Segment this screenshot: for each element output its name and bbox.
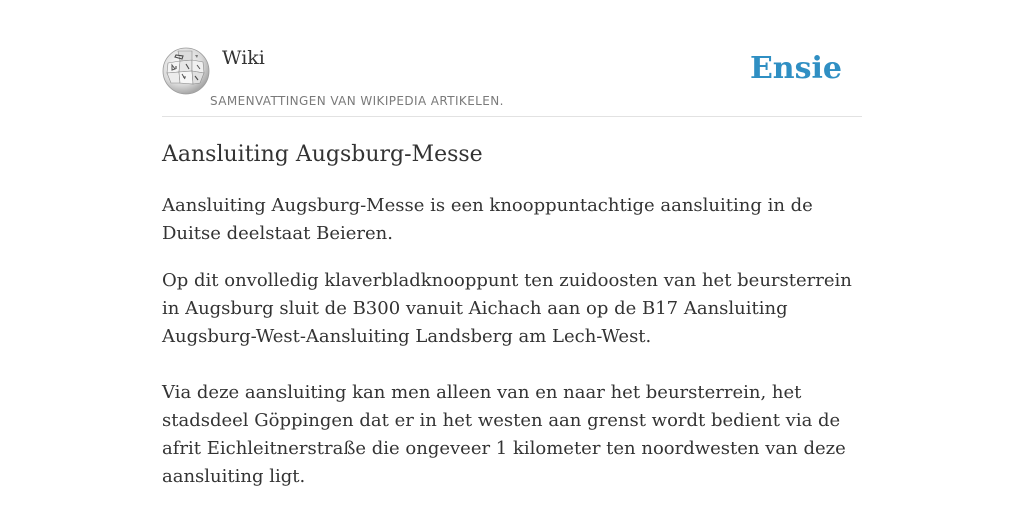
site-tagline: SAMENVATTINGEN VAN WIKIPEDIA ARTIKELEN. (210, 94, 504, 108)
site-label[interactable]: Wiki (222, 47, 265, 69)
article-paragraph: Via deze aansluiting kan men alleen van en naar het beursterrein, het stadsdeel Göppingen dat er in het westen aan grenst wordt bedient via de afrit Eichleitnerstraße die ongeveer 1 kilometer ten noordwesten van deze aansluiting ligt. (162, 382, 846, 487)
article (162, 138, 864, 491)
site-header (162, 0, 862, 117)
article-paragraph: Aansluiting Augsburg-Messe is een knooppuntachtige aansluiting in de Duitse deelstaat Beieren. (162, 195, 813, 244)
article-title: Aansluiting Augsburg-Messe (162, 142, 483, 167)
wikipedia-globe-icon[interactable] (162, 47, 210, 95)
ensie-logo[interactable]: Ensie (749, 51, 842, 86)
article-paragraph: Op dit onvolledig klaverbladknooppunt ten zuidoosten van het beursterrein in Augsburg sluit de B300 vanuit Aichach aan op de B17 Aansluiting Augsburg-West-Aansluiting Landsberg am Lech-West. (162, 270, 852, 347)
